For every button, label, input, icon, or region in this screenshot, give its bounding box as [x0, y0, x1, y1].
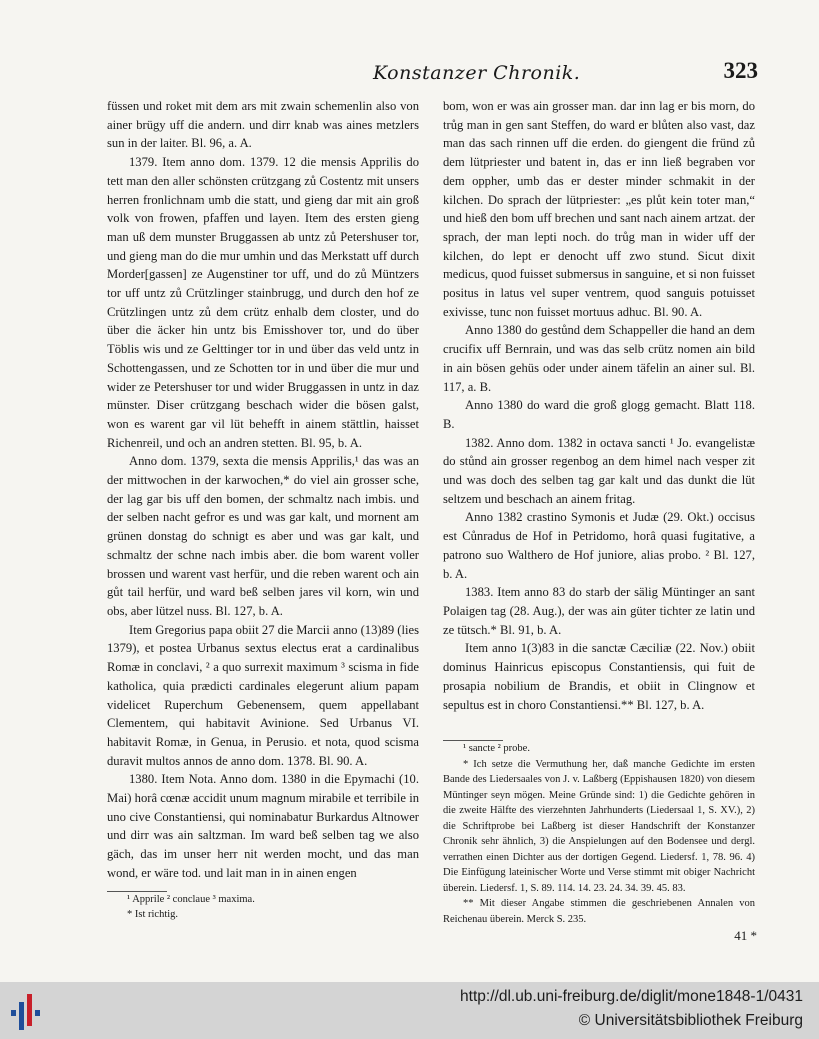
left-column [107, 97, 419, 923]
right-column [443, 97, 755, 927]
viewer-footer [0, 982, 819, 1039]
footnote: ¹ sancte ² probe. [463, 743, 530, 755]
page-number: 323 [723, 58, 758, 83]
paragraph: bom, won er was ain grosser man. dar inn lag er bis morn, do trůg man in gen sant Steffen, do ward er blůten also vast, daz man das sach rinnen uff die erden. do giengent die fründ zů dem lütpriester und batent in, das er inn ließ begraben vor dem oppher, umb das er dester minder schmakit in der kilchen. Do sprach der lütpriester: „es plůt kein toter man,“ und hieß den bom uff brechen und sant nach ainem artzat. der sprach, der man lepti noch. do trůg man in wider uff der kilchen, do lept er denocht uff zwo stund. Sicut dixit medicus, quod fuisset submersus in sanguine, et si non fuisset positus in latus vel super ventrem, quod sanguis potuisset exivisse, tunc non fuisset mortuus adhuc. Bl. 90. A. [443, 99, 755, 319]
footnote: ¹ Apprile ² conclaue ³ maxima. [127, 893, 255, 905]
paragraph: Anno 1380 do ward die groß glogg gemacht. Blatt 118. B. [443, 398, 755, 431]
paragraph: Anno 1380 do gestůnd dem Schappeller die hand an dem crucifix uff Bernrain, und was das selb crütz nomen ain bild in ain bösen gehüs oder under ainem täfelin an ainer sul. Bl. 117, a. B. [443, 323, 755, 394]
permalink-url[interactable]: http://dl.ub.uni-freiburg.de/diglit/mone1848-1/0431 [460, 988, 803, 1005]
ub-freiburg-logo-icon[interactable] [8, 988, 44, 1034]
paragraph: Item Gregorius papa obiit 27 die Marcii anno (13)89 (lies 1379), et postea Urbanus sextus electus erat a cardinalibus Romæ in conclavi, ² a quo surrexit maximum ³ scisma in fide katholica, quia prædicti cardinales elegerunt alium papam videlicet Ruperchum Gebenensem, quem appellabant Clementem, qui habitavit Avinione. Sed Urbanus VI. habitavit Romæ, in Genua, in Perusio. et nota, quod scisma duravit multos annos de anno dom. 1378. Bl. 90. A. [107, 622, 419, 768]
signature-mark: 41 * [734, 928, 757, 943]
footnotes-right [443, 740, 755, 927]
footnotes-left [107, 891, 419, 923]
running-head [108, 58, 758, 90]
paragraph: Item anno 1(3)83 in die sanctæ Cæciliæ (22. Nov.) obiit dominus Hainricus episcopus Constantiensis, qui fuit de prosapia nobilium de Brandis, et obiit in Clingnow et sepultus est in choro Constantiensi.** Bl. 127, b. A. [443, 641, 755, 712]
paragraph: 1382. Anno dom. 1382 in octava sancti ¹ Jo. evangelistæ do stůnd ain grosser regenbog an dem himel nach vesper zit und was doch des selben tag gar kalt und das dunkt die lüt seltzem und beschach an ainem fritag. [443, 435, 755, 506]
paragraph: Anno dom. 1379, sexta die mensis Apprilis,¹ das was an der mittwochen in der karwochen,* do viel ain grosser sche, der lag gar bis uff den bomen, der schmaltz nach imbis. und der selben nacht gefror es und was gar kalt, und mornent am grünen donstag do schnigt es aber und was gar kalt, und schmaltz der schne nach imbis aber. die bom warent voller brossen und warent vast herfür, und die reben warent och ain gůt tail herfür, und ward beß selben jares vil korn, win und obs, aber lützel nuss. Bl. 127, b. A. [107, 454, 419, 618]
copyright-notice: © Universitätsbibliothek Freiburg [578, 1012, 803, 1029]
footnote: * Ich setze die Vermuthung her, daß manche Gedichte im ersten Bande des Liedersaales von J. v. Laßberg (Eppishausen 1820) von diesem Müntinger seyn mögen. Meine Gründe sind: 1) die Gedichte gehören in die zweite Hälfte des vierzehnten Jahrhunderts (Liedersaal 1, S. XV.), 2) die Schriftprobe bei Laßberg ist dieser Handschrift der Konstanzer Chronik sehr ähnlich, 3) die Anspielungen auf den Bodensee und dergl. verrathen einen Dichter aus der dortigen Gegend. Liedersf. 1, 78. 96. 4) Die Einfügung lateinischer Worte und Verse stimmt mit obiger Nachricht überein. Liedersf. 1, S. 89. 114. 14. 23. 24. 34. 39. 45. 83. [443, 758, 755, 894]
paragraph: 1380. Item Nota. Anno dom. 1380 in die Epymachi (10. Mai) horâ cœnæ accidit unum magnum mirabile et terribile in uno cive Constantiensi, qui nominabatur Burkardus Altnower und dirr was ain saltzman. Im ward beß selben tag we also gäch, das im unser herr nit werden mocht, und das man wond, er wäre tod. und lait man in in ainen engen [107, 772, 419, 880]
running-title: Konstanzer Chronik. [373, 62, 581, 84]
paragraph: Anno 1382 crastino Symonis et Judæ (29. Okt.) occisus est Cůnradus de Hof in Petridomo, horâ quasi fugitative, a patrono suo Walthero de Hof juniore, alias probo. ² Bl. 127, b. A. [443, 510, 755, 581]
paragraph: füssen und roket mit dem ars mit zwain schemenlin also von ainer brügy uff die andern. und dirr knab was aines metzlers sun in der laiter. Bl. 96, a. A. [107, 99, 419, 151]
footnote: ** Mit dieser Angabe stimmen die geschriebenen Annalen von Reichenau überein. Merck S. 235. [443, 898, 755, 925]
paragraph: 1383. Item anno 83 do starb der sälig Müntinger an sant Polaigen tag (28. Aug.), der was ain güter tichter ze latin und ze tütsch.* Bl. 91, b. A. [443, 585, 755, 637]
footnote: * Ist richtig. [127, 909, 179, 921]
paragraph: 1379. Item anno dom. 1379. 12 die mensis Apprilis do tett man den aller schönsten crützgang zů Costentz mit unsers herren fronlichnam umb die statt, und gieng dar mit ain groß volk von frowen, pfaffen und layen. Item des ersten gieng man uß dem munster Bruggassen ab untz zů Petershuser tor, und gieng man do die mur umhin und das Merkstatt uff durch Morder[gassen] ze Augenstiner tor uff, und do zů Müntzers tor uff untz zů Crützlinger stainbrugg, und durch den hof ze Crützlingen untz zů dem crütz enhalb dem closter, und do über die äcker hin untz bis Emisshover tor, und do über Töblis wis und ze Gelttinger tor in und über das veld untz in Schottengassen, und ze Schotten tor in und über die mur und wider ze Petershuser tor und wider Bruggassen in untz in daz münster. Diser crützgang beschach wider die bösen galst, won es warent gar vil lüt behefft in ainem stättlin, haisset Richenreil, und och an andren stetten. Bl. 95, b. A. [107, 155, 419, 450]
